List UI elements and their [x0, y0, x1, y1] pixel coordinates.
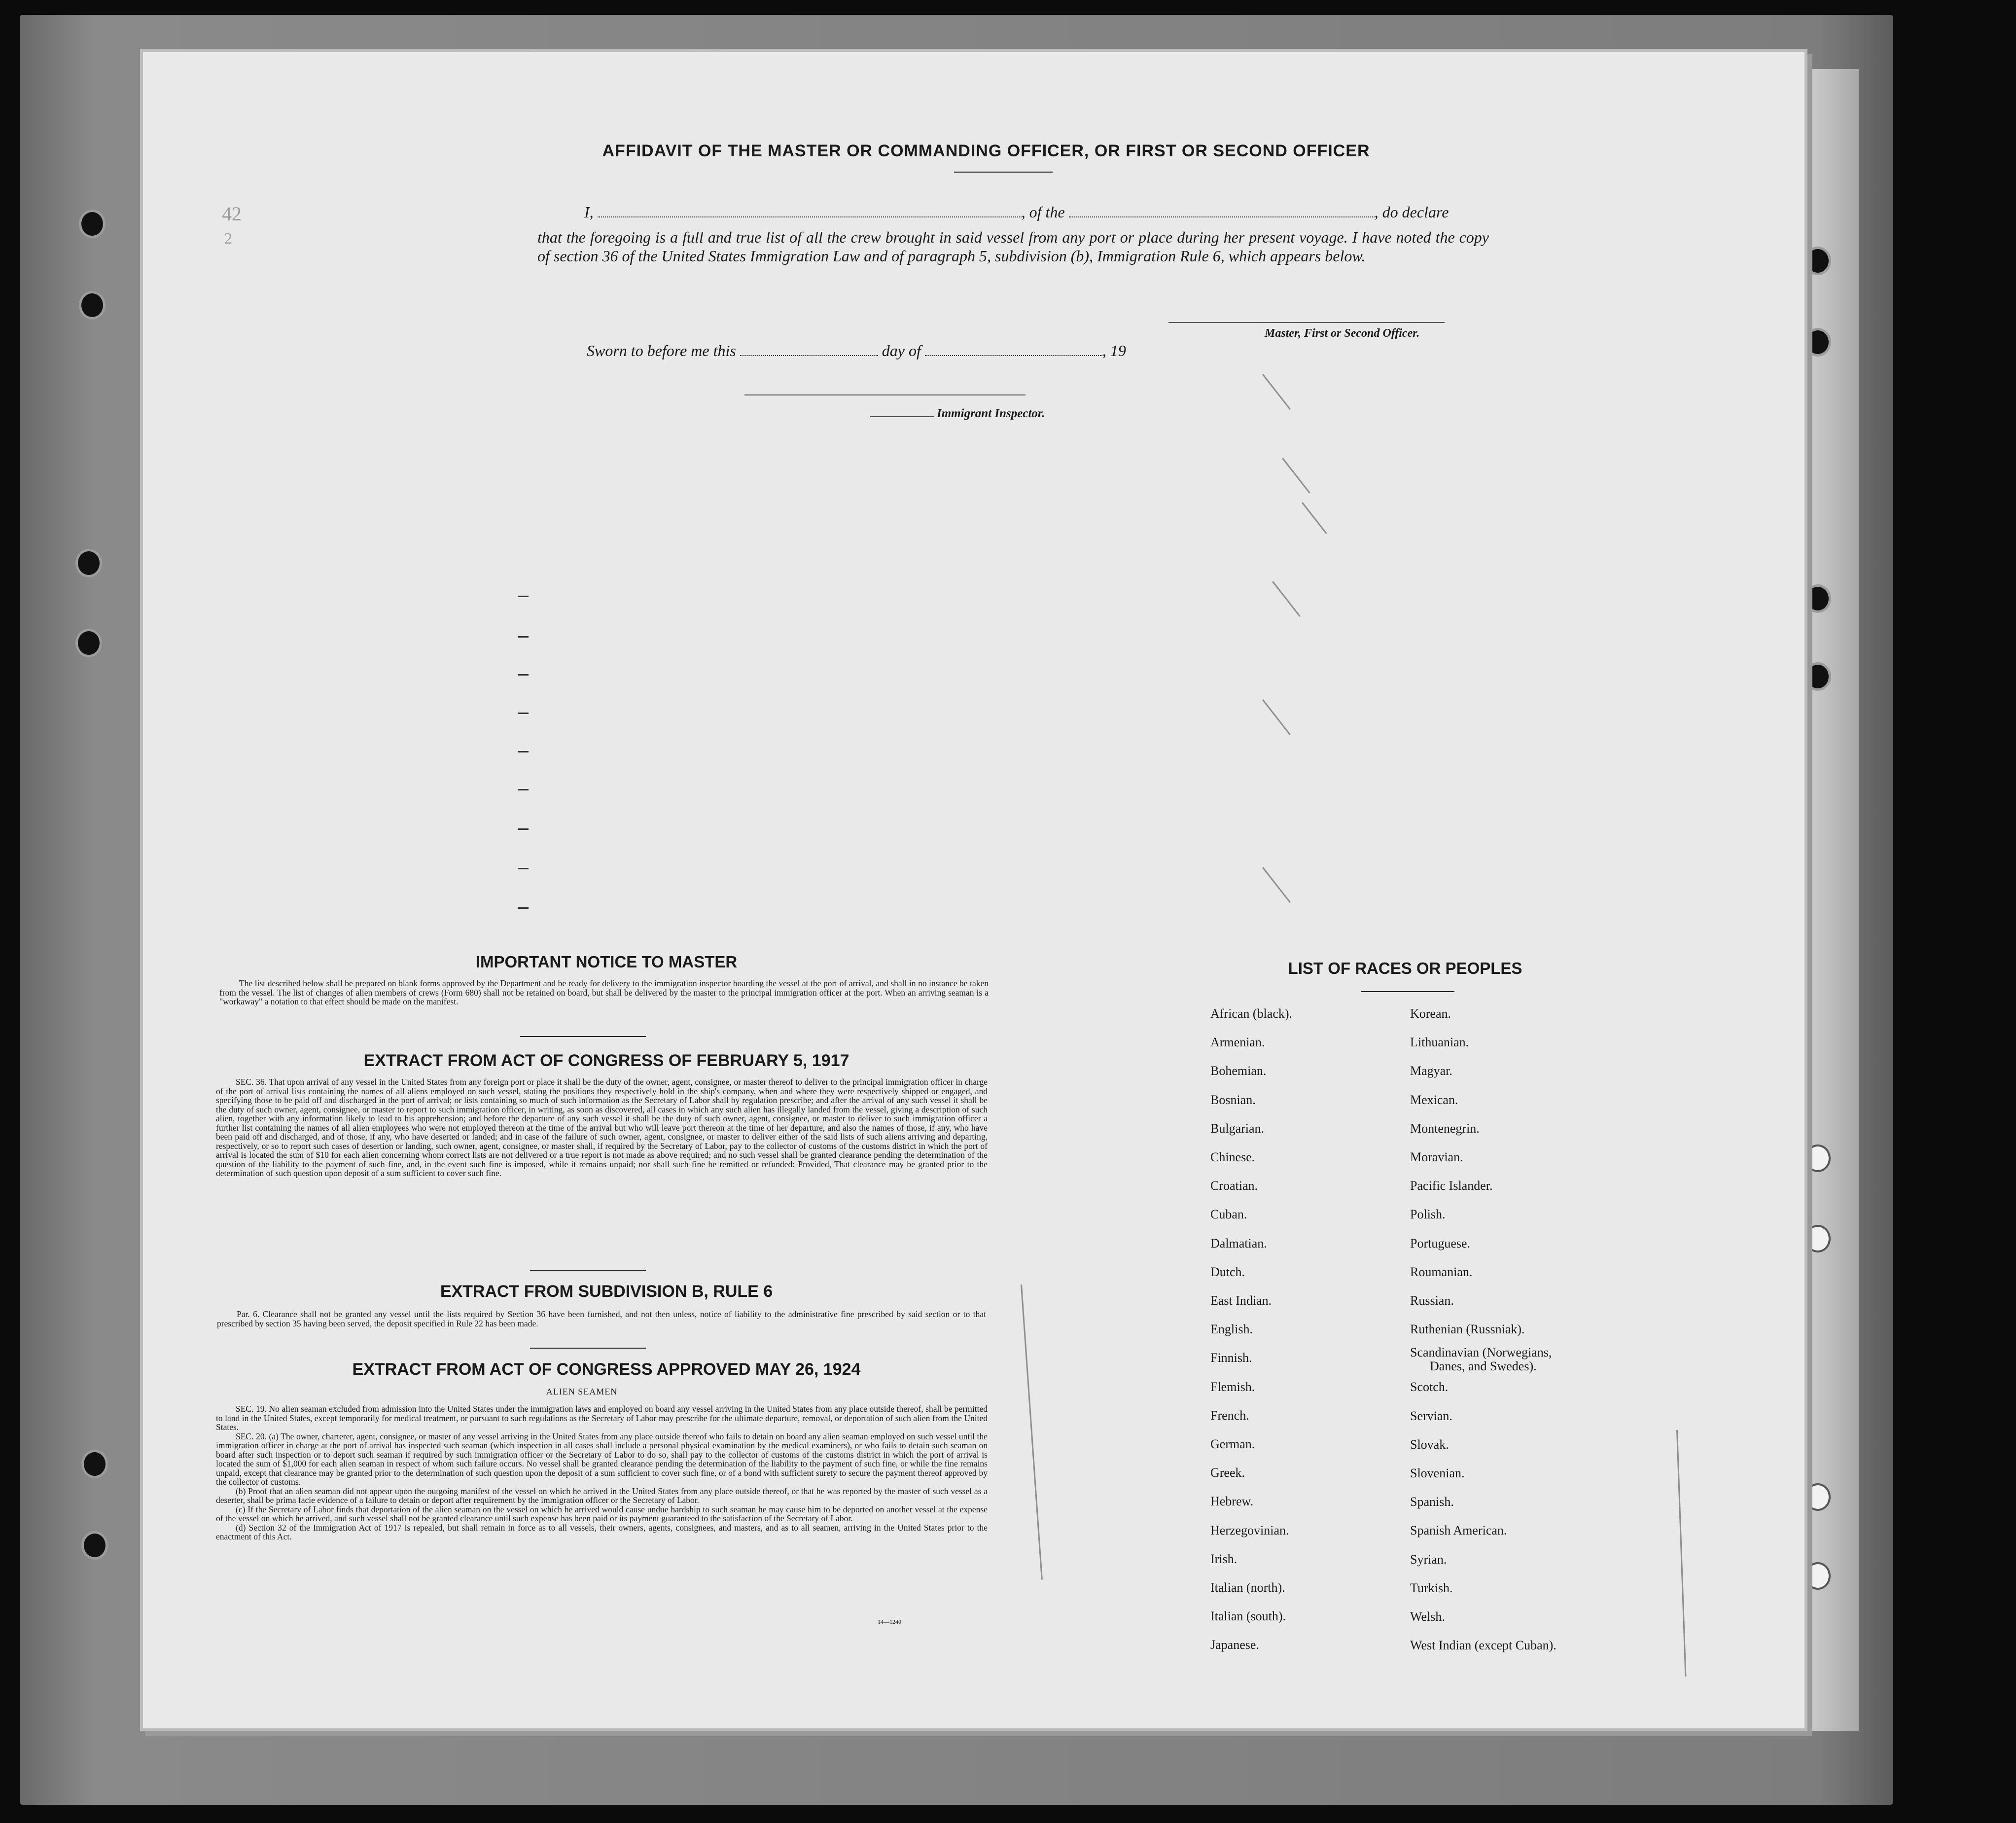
bleed-mark	[518, 751, 529, 752]
binder-hole	[1807, 249, 1829, 273]
extract-1924-title: EXTRACT FROM ACT OF CONGRESS APPROVED MAY 26, 1924	[352, 1360, 861, 1379]
race-item: Spanish.	[1410, 1495, 1454, 1509]
race-item: French.	[1210, 1408, 1249, 1423]
race-item: Portuguese.	[1410, 1236, 1471, 1251]
form-number: 14—1240	[878, 1618, 901, 1625]
margin-note: 42	[222, 203, 242, 225]
race-item: African (black).	[1210, 1006, 1293, 1021]
extract-rule6-title: EXTRACT FROM SUBDIVISION B, RULE 6	[440, 1282, 773, 1301]
race-item: Polish.	[1410, 1207, 1446, 1222]
race-item: Armenian.	[1210, 1035, 1265, 1050]
sec20c-paragraph: (c) If the Secretary of Labor finds that deportation of the alien seaman on the vessel on which he arrived would cause undue hardship to such seaman he may cause him to be deported on another vessel at the expense of the vessel on which he arrived, and such vessel shall not be granted clearance until such expense has been paid or its payment guaranteed to the satisfaction of the Secretary of Labor.	[216, 1504, 988, 1523]
races-left-column	[1210, 1000, 1292, 1660]
races-title: LIST OF RACES OR PEOPLES	[1288, 959, 1522, 977]
oath-text: that the foregoing is a full and true list of all the crew brought in said vessel from any port or place during her present voyage. I have noted the copy of section 36 of the United States Immigration Law and of paragraph 5, subdivision (b), Immigration Rule 6, which appears below.	[537, 228, 1489, 265]
race-item: East Indian.	[1210, 1293, 1272, 1308]
race-item: West Indian (except Cuban).	[1410, 1638, 1556, 1653]
binder-hole	[81, 293, 103, 317]
binder-hole	[81, 212, 103, 236]
race-item: Mexican.	[1410, 1092, 1458, 1107]
race-item: Greek.	[1210, 1466, 1245, 1480]
notice-title: IMPORTANT NOTICE TO MASTER	[475, 953, 738, 971]
bleed-mark	[518, 907, 529, 909]
binder-hole	[1807, 1564, 1829, 1588]
race-item: Hebrew.	[1210, 1494, 1254, 1509]
bleed-mark	[518, 789, 529, 790]
sworn-label: Sworn to before me this	[587, 342, 736, 359]
month-blank[interactable]	[925, 353, 1102, 356]
par6-paragraph: Par. 6. Clearance shall not be granted any vessel until the lists required by Section 36 have been furnished, and not then unless, notice of liability to the administrative fine prescribed by said section or to that prescribed by section 35 having been served, the deposit specified in Rule 22 has been made.	[217, 1309, 986, 1328]
i-label: I,	[584, 203, 594, 221]
extract-1917-text	[216, 1077, 988, 1178]
race-item: Slovenian.	[1410, 1466, 1465, 1481]
bleed-mark	[518, 596, 529, 597]
race-item: Herzegovinian.	[1210, 1523, 1289, 1537]
race-item: Syrian.	[1410, 1552, 1447, 1567]
race-item: Chinese.	[1210, 1150, 1255, 1165]
name-blank[interactable]	[598, 214, 1022, 217]
sec20a-paragraph: SEC. 20. (a) The owner, charterer, agent, consignee, or master of any vessel arriving in the United States from any place outside thereof who fails to detain on board any alien seaman employed on such vessel until the immigration officer in charge at the port of arrival has inspected such seaman (which inspection in all cases shall include a personal physical examination by the medical examiners), or who fails to detain such seaman on board after such inspection or to deport such seaman if required by such immigration officer or the Secretary of Labor to do so, shall pay to the collector of customs of the customs district in which the port of arrival is located the sum of $1,000 for each alien seaman in respect of whom such failure occurs. No vessel shall be granted clearance pending the determination of the liability to the payment of such fine, or while the fine remains unpaid, except that clearance may be granted prior to the determination of such question upon the deposit of a sum sufficient to cover such fine, or of a bond with sufficient surety to secure the payment thereof approved by the collector of customs.	[216, 1431, 988, 1487]
race-item: Japanese.	[1210, 1638, 1259, 1652]
race-item: Danes, and Swedes).	[1430, 1359, 1537, 1374]
race-item: Roumanian.	[1410, 1264, 1473, 1279]
section-rule	[530, 1270, 646, 1271]
title-rule	[954, 172, 1053, 173]
sec20d-paragraph: (d) Section 32 of the Immigration Act of 1917 is repealed, but shall remain in force as to all vessels, their owners, agents, consignees, and masters, and as to all seamen, arriving in the United States prior to the enactment of this Act.	[216, 1522, 988, 1541]
race-item: Slovak.	[1410, 1437, 1449, 1452]
declaration-line	[584, 203, 1449, 221]
master-caption: Master, First or Second Officer.	[1265, 327, 1420, 340]
of-the-label: , of the	[1021, 203, 1065, 221]
race-item: Bohemian.	[1210, 1064, 1267, 1078]
section-rule	[530, 1348, 646, 1349]
day-blank[interactable]	[740, 353, 878, 356]
race-item: Turkish.	[1410, 1580, 1453, 1595]
race-item: Italian (north).	[1210, 1580, 1285, 1595]
race-item: Ruthenian (Russniak).	[1410, 1322, 1525, 1337]
race-item: Spanish American.	[1410, 1523, 1507, 1538]
race-item: Dutch.	[1210, 1264, 1245, 1279]
binder-hole	[1807, 1227, 1829, 1251]
master-signature-line[interactable]	[1168, 322, 1445, 323]
race-item: Montenegrin.	[1410, 1121, 1480, 1136]
binder-hole	[1807, 330, 1829, 354]
bleed-mark	[518, 636, 529, 638]
race-item: Magyar.	[1410, 1064, 1452, 1078]
notice-text	[219, 979, 989, 1006]
race-item: Finnish.	[1210, 1351, 1252, 1365]
margin-note: 2	[224, 229, 232, 247]
binder-hole	[1807, 1485, 1829, 1509]
race-item: Korean.	[1410, 1006, 1451, 1021]
underlying-page-edge	[1804, 69, 1859, 1731]
bleed-mark	[518, 713, 529, 714]
race-item: Italian (south).	[1210, 1609, 1286, 1624]
race-item: Bosnian.	[1210, 1092, 1256, 1107]
do-declare-label: , do declare	[1374, 203, 1449, 221]
inspector-dash-line	[870, 416, 934, 417]
race-item: Bulgarian.	[1210, 1121, 1265, 1136]
binder-hole	[1807, 587, 1829, 610]
extract-rule6-text	[217, 1310, 986, 1328]
race-item: Flemish.	[1210, 1379, 1255, 1394]
bleed-mark	[518, 674, 529, 676]
race-item: Moravian.	[1410, 1150, 1463, 1165]
inspector-caption: Immigrant Inspector.	[937, 407, 1045, 420]
race-item: Cuban.	[1210, 1207, 1247, 1222]
year-label: , 19	[1102, 342, 1126, 359]
bleed-mark	[518, 828, 529, 830]
race-item: English.	[1210, 1322, 1253, 1337]
notice-paragraph: The list described below shall be prepared on blank forms approved by the Department and be ready for delivery to the immigration inspector boarding the vessel at the port of arrival, and shall in no instance be taken from the vessel. The list of changes of alien members of crews (Form 680) shall not be retained on board, but shall be delivered by the master to the principal immigration officer at the port. When an arriving seaman is a "workaway" a notation to that effect should be made on the manifest.	[219, 978, 989, 1006]
sworn-line	[587, 342, 1126, 360]
alien-seamen-subtitle: ALIEN SEAMEN	[546, 1387, 618, 1396]
races-right-column	[1410, 1000, 1556, 1660]
binder-hole	[78, 551, 100, 575]
race-item: Scotch.	[1410, 1380, 1449, 1394]
race-item: Servian.	[1410, 1408, 1452, 1423]
race-item: Welsh.	[1410, 1609, 1445, 1624]
sec19-paragraph: SEC. 19. No alien seaman excluded from admission into the United States under the immigration laws and employed on board any vessel arriving in the United States from any place outside thereof, shall be permitted to land in the United States, except temporarily for medical treatment, or pursuant to such regulations as the Secretary of Labor may prescribe for the ultimate departure, removal, or deportation of such alien from the United States.	[216, 1404, 988, 1432]
affidavit-title: AFFIDAVIT OF THE MASTER OR COMMANDING OFFICER, OR FIRST OR SECOND OFFICER	[602, 142, 1370, 160]
race-item: Dalmatian.	[1210, 1236, 1267, 1251]
extract-1917-title: EXTRACT FROM ACT OF CONGRESS OF FEBRUARY 5, 1917	[363, 1051, 849, 1070]
binder-hole	[1807, 1146, 1829, 1170]
bleed-mark	[518, 868, 529, 869]
races-rule	[1361, 991, 1454, 992]
day-of-label: day of	[882, 342, 921, 359]
race-item: Croatian.	[1210, 1179, 1258, 1193]
race-item: Pacific Islander.	[1410, 1179, 1493, 1193]
race-item: Russian.	[1410, 1293, 1454, 1308]
binder-hole	[84, 1452, 106, 1476]
race-item: German.	[1210, 1437, 1255, 1452]
binder-hole	[84, 1534, 106, 1557]
section-rule	[520, 1036, 646, 1037]
sec36-paragraph: SEC. 36. That upon arrival of any vessel in the United States from any foreign port or place it shall be the duty of the owner, agent, consignee, or master thereof to deliver to the principal immigration officer in charge of the port of arrival lists containing the names of all aliens employed on such vessel, stating the positions they respectively hold in the ship's company, when and where they were respectively shipped or engaged, and specifying those to be paid off and discharged in the port of arrival; or lists containing so much of such information as the Secretary of Labor shall by regulation prescribe; and after the arrival of any such vessel it shall be the duty of such owner, agent, consignee, or master to report to such immigration officer, in writing, as soon as discovered, all cases in which any such alien has illegally landed from the vessel, giving a description of such alien, together with any information likely to lead to his apprehension; and before the departure of any such vessel it shall be the duty of such owner, agent, consignee, or master to deliver to such immigration officer a further list containing the names of all alien employees who were not employed thereon at the time of the arrival but who will leave port thereon at the time of her departure, and also the names of those, if any, who have been paid off and discharged, and of those, if any, who have deserted or landed; and in case of the failure of such owner, agent, consignee, or master to deliver either of the said lists of such aliens arriving and departing, respectively, or so to report such cases of desertion or landing, such owner, agent, consignee, or master shall, if required by the Secretary of Labor, pay to the collector of customs of the customs district in which the port of arrival is located the sum of $10 for each alien concerning whom correct lists are not delivered or a true report is not made as above required; and no such vessel shall be granted clearance pending the determination of the question of the liability to the payment of such fine, and, in the event such fine is imposed, while it remains unpaid; nor shall such fine be remitted or refunded: Provided, That clearance may be granted prior to the determination of such question upon deposit of a sum sufficient to cover such fine.	[216, 1077, 988, 1178]
race-item: Scandinavian (Norwegians,	[1410, 1345, 1552, 1360]
sec20b-paragraph: (b) Proof that an alien seaman did not appear upon the outgoing manifest of the vessel on which he arrived in the United States from any place outside thereof, or that he was reported by the master of such vessel as a deserter, shall be prima facie evidence of a failure to detain or deport after requirement by the immigration officer or the Secretary of Labor.	[216, 1486, 988, 1505]
binder-hole	[1807, 665, 1829, 688]
vessel-blank[interactable]	[1069, 214, 1375, 217]
inspector-signature-line[interactable]	[744, 394, 1026, 395]
extract-1924-text	[216, 1404, 988, 1541]
race-item: Lithuanian.	[1410, 1035, 1469, 1050]
race-item: Irish.	[1210, 1551, 1238, 1566]
binder-hole	[78, 631, 100, 655]
